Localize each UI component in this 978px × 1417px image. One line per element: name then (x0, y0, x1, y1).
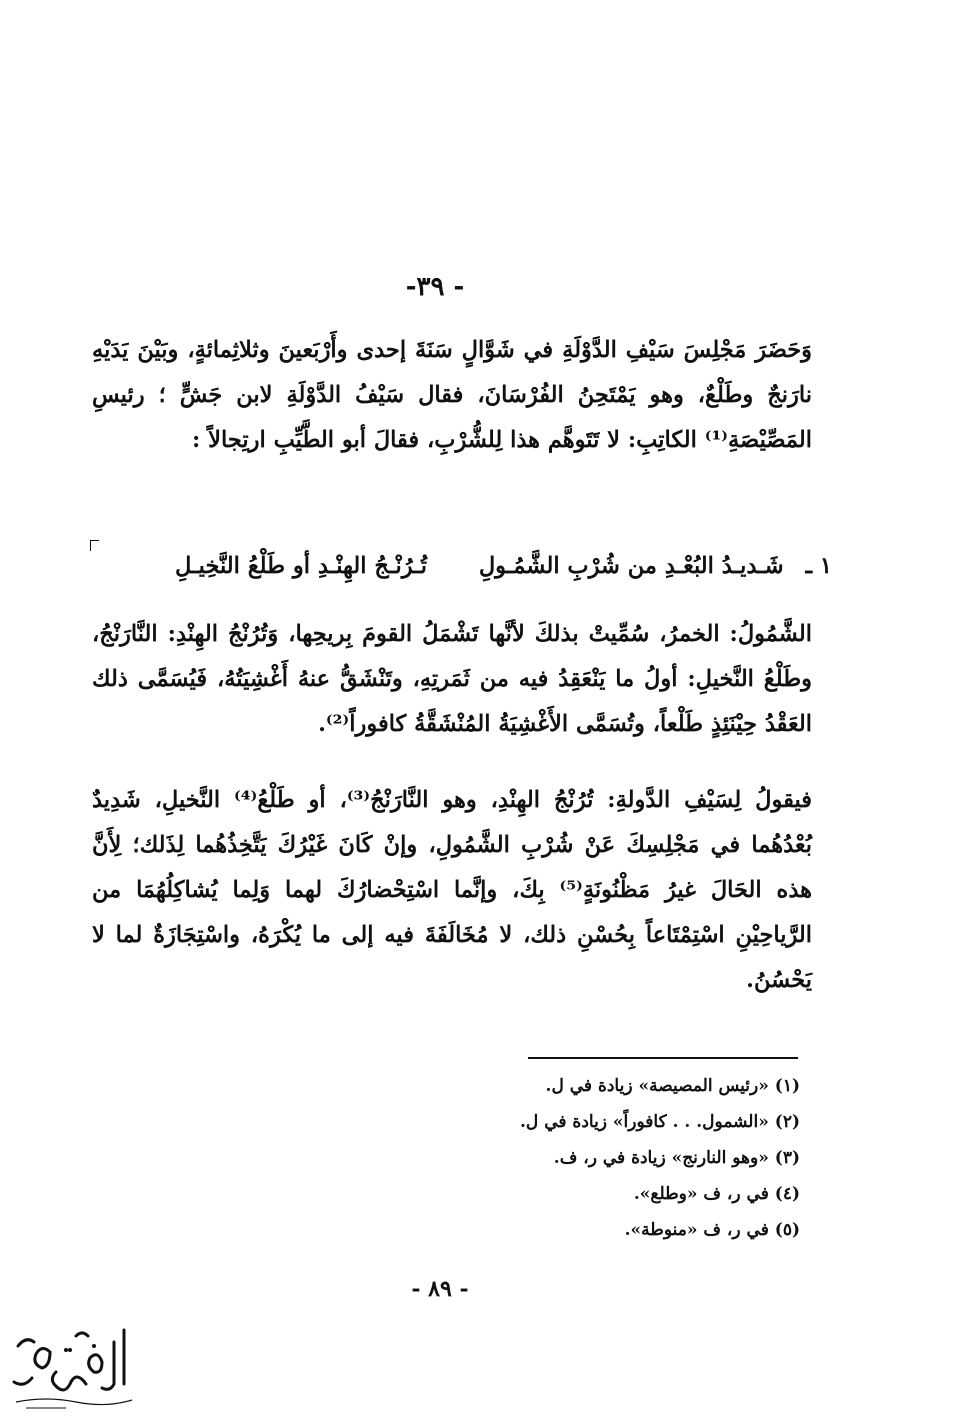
calligraphy-stamp-logo (6, 1322, 142, 1414)
verse-second-hemistich: تُـرُنْـجُ الهِنْـدِ أو طَلْعُ النَّخِيـلِ (175, 553, 427, 579)
commentary-paragraph-2: فيقولُ لِسَيْفِ الدَّولةِ: تُرُنْجُ الهِنْدِ، وهو النَّارَنْجُ⁽³⁾، أو طَلْعُ⁽⁴⁾ النَّخيلِ، شَدِيدٌ بُعْدُهُما في مَجْلِسِكَ عَنْ شُرْبِ الشَّمُولِ، وإنْ كَانَ غَيْرُكَ يَتَّخِذُهُما لِذَلك؛ لِأَنَّ هذه الحَالَ غيرُ مَظْنُونَةٍ⁽⁵⁾ بِكَ، وإنَّما اسْتِحْضارُكَ لهما وَلِما يُشاكِلُهُمَا من الرَّياحِيْنِ اسْتِمْتَاعاً بِحُسْنِ ذلك، لا مُخَالَفَةَ فيه إلى ما يُكْرَهُ، واسْتِجَازَةٌ لما لا يَحْسُنُ. (92, 787, 812, 993)
footnote-item: (١) «رئيس المصيصة» زيادة في ل. (545, 1076, 800, 1096)
verse-number: ١ ـ (805, 553, 832, 579)
footnote-item: (٥) في ر، ف «منوطة». (624, 1220, 800, 1240)
page-footer-number: - ٨٩ - (411, 1276, 469, 1302)
footnotes-list (400, 1068, 800, 1248)
intro-paragraph: وَحَضَرَ مَجْلِسَ سَيْفِ الدَّوْلَةِ في شَوَّالٍ سَنَةَ إحدى وأَرْبَعينَ وثلاثِمائةٍ، وبَيْنَ يَدَيْهِ نارَنجٌ وطَلْعٌ، وهو يَمْتَحِنُ الفُرْسَانَ، فقال سَيْفُ الدَّوْلَةِ لابن جَشٍّ ؛ رئيسِ المَصِّيْصَةِ⁽¹⁾ الكاتِبِ: لا تَتَوهَّم هذا لِلشُّرْبِ، فقالَ أبو الطَّيِّبِ ارتِجالاً : (92, 337, 812, 453)
commentary-paragraph-1: الشَّمُولُ: الخمرُ، سُمِّيتْ بذلكَ لأنَّها تَشْمَلُ القومَ بِريحِها، وَتُرُنْجُ الهِنْدِ: النَّارَنْجُ، وطَلْعُ النَّخيلِ: أولُ ما يَنْعَقِدُ فيه من ثَمَرتِهِ، وتَنْشَقُّ عنهُ أَغْشِيَتُهُ، فَيُسَمَّى ذلك العَقْدُ حِيْنَئِذٍ طَلْعاً، وتُسَمَّى الأَغْشِيَةُ المُنْشَقَّةُ كافوراً⁽²⁾. (92, 621, 812, 737)
poem-verse (92, 544, 832, 589)
footnote-item: (٣) «وهو النارنج» زيادة في ر، ف. (553, 1148, 800, 1168)
page-header-number: - ٣٩- (405, 272, 465, 302)
footnote-item: (٤) في ر، ف «وطلع». (633, 1184, 800, 1204)
verse-first-hemistich: شَـديـدُ البُعْـدِ من شُرْبِ الشَّمُـولِ (478, 553, 784, 579)
footnote-divider (528, 1057, 798, 1059)
footnote-item: (٢) «الشمول. . . كافوراً» زيادة في ل. (520, 1112, 800, 1132)
